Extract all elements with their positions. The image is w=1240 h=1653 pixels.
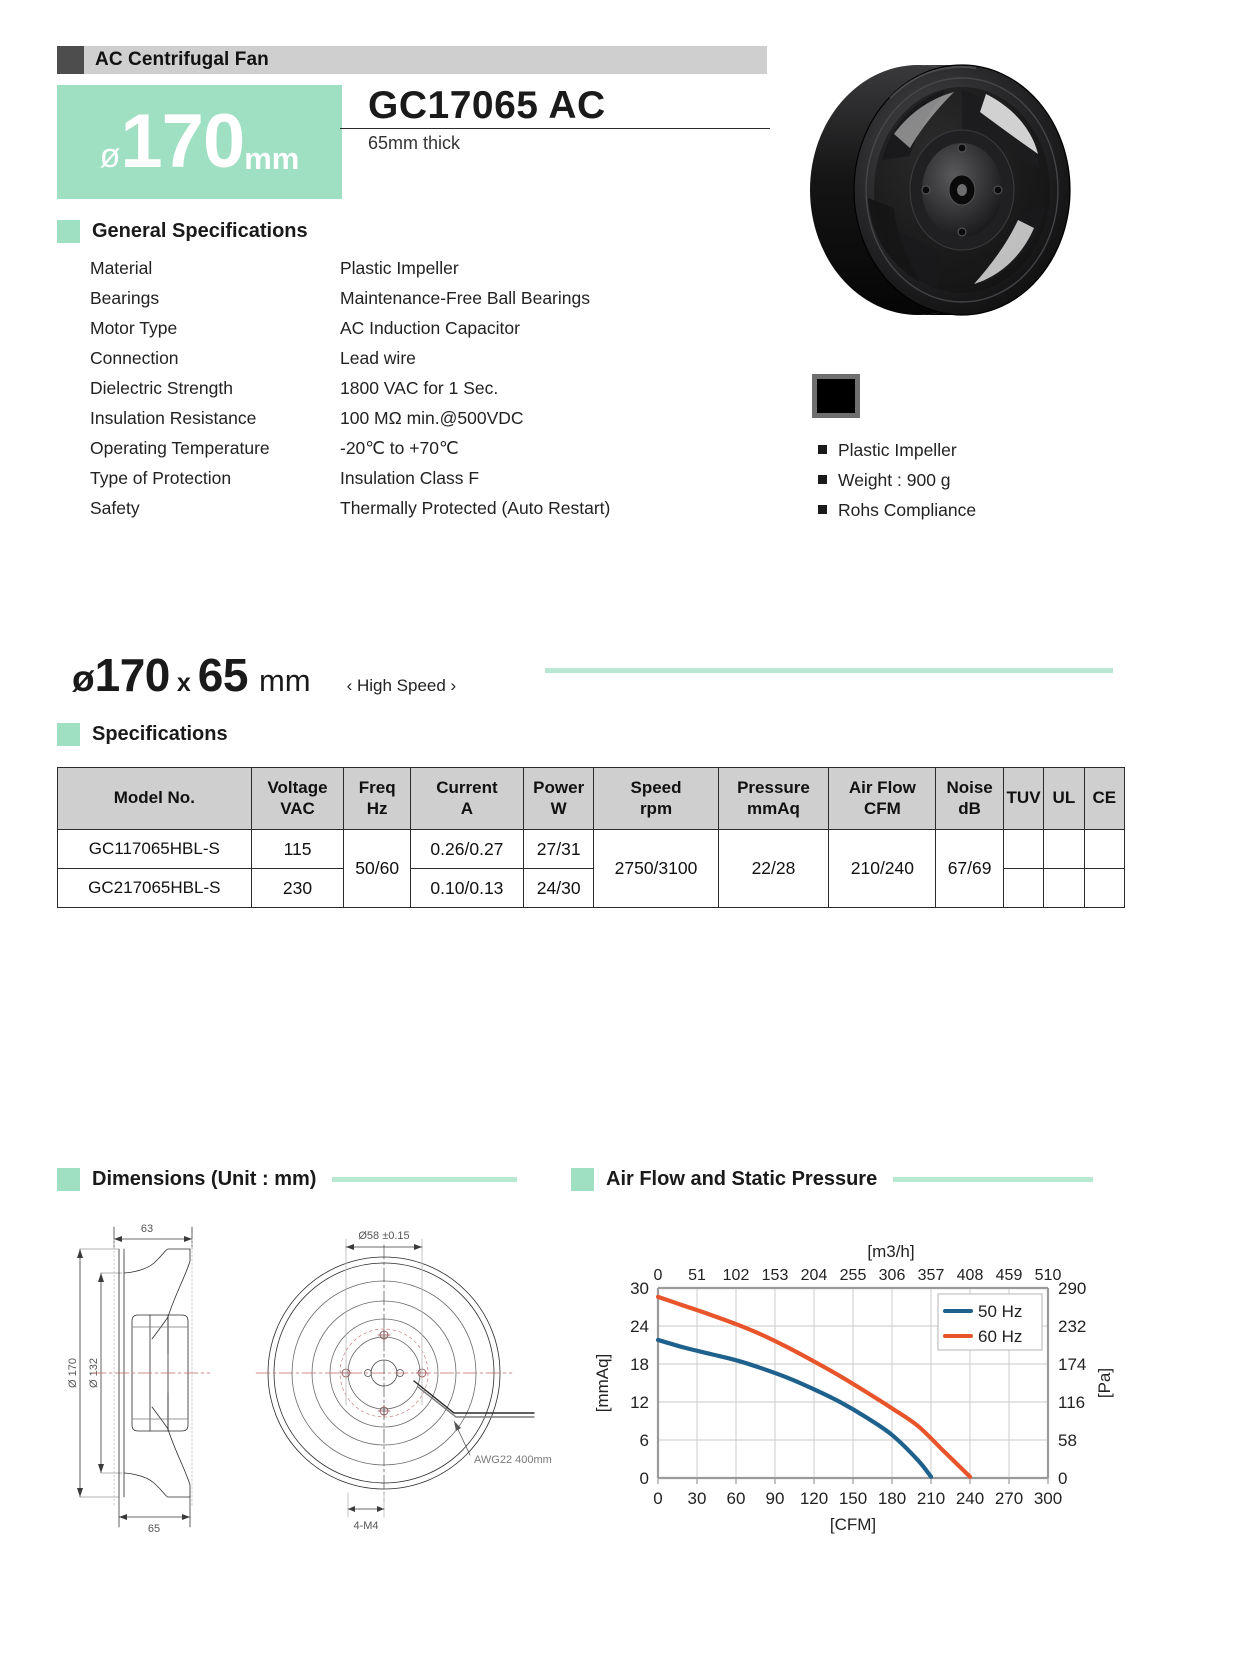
column-unit: W xyxy=(550,798,567,818)
x2-tick-label: 204 xyxy=(800,1267,828,1284)
spec-value: -20℃ to +70℃ xyxy=(340,438,459,458)
column-header-ce xyxy=(1084,768,1124,830)
list-item xyxy=(818,500,976,530)
y-tick-label: 24 xyxy=(630,1317,649,1336)
spec-key: Type of Protection xyxy=(90,468,232,488)
diameter-symbol: ø xyxy=(99,137,121,175)
column-label: Model No. xyxy=(113,788,195,808)
spec-value: AC Induction Capacitor xyxy=(340,318,520,338)
spec-value: Insulation Class F xyxy=(340,468,480,488)
table-header-row xyxy=(58,768,1125,830)
cell-noise: 67/69 xyxy=(936,830,1004,908)
size-note: ‹ High Speed › xyxy=(346,676,457,695)
spec-value: 1800 VAC for 1 Sec. xyxy=(340,378,499,398)
spec-value: Maintenance-Free Ball Bearings xyxy=(340,288,590,308)
x-tick-label: 150 xyxy=(838,1489,868,1508)
y-tick-label: 18 xyxy=(630,1355,649,1374)
x-tick-label: 60 xyxy=(726,1489,746,1508)
size-heading xyxy=(72,648,456,702)
column-label: Noise xyxy=(946,778,993,798)
x-tick-label: 300 xyxy=(1033,1489,1063,1508)
specifications-table xyxy=(57,767,1125,908)
column-unit: Hz xyxy=(366,798,388,818)
model-subtitle: 65mm thick xyxy=(368,133,461,153)
size-thickness: 65 xyxy=(197,649,248,701)
spec-value: Lead wire xyxy=(340,348,416,368)
category-header-bar xyxy=(57,46,767,74)
spec-row xyxy=(90,258,610,288)
cell-speed: 2750/3100 xyxy=(594,830,718,908)
cell-airflow: 210/240 xyxy=(829,830,936,908)
dim-depth-label: 63 xyxy=(140,1223,154,1235)
column-header-tuv xyxy=(1003,768,1043,830)
column-unit: CFM xyxy=(863,798,901,818)
cell-ul xyxy=(1044,869,1084,908)
spec-row xyxy=(90,348,610,378)
table-row xyxy=(58,830,1125,869)
spec-row xyxy=(90,468,610,498)
x-tick-label: 0 xyxy=(653,1489,663,1508)
chart-divider xyxy=(893,1177,1093,1182)
model-divider xyxy=(340,128,770,129)
chart-title: Air Flow and Static Pressure xyxy=(606,1168,878,1190)
dim-outer-dia-label: Ø 170 xyxy=(67,1358,79,1388)
y2-axis-label: [Pa] xyxy=(1095,1367,1114,1399)
y-tick-label: 12 xyxy=(630,1393,649,1412)
column-header-power xyxy=(523,768,594,830)
cell-freq: 50/60 xyxy=(344,830,411,908)
column-label: UL xyxy=(1052,788,1076,808)
x-tick-label: 210 xyxy=(916,1489,946,1508)
x2-tick-label: 51 xyxy=(688,1267,706,1284)
chart-heading xyxy=(571,1168,1093,1191)
spec-row xyxy=(90,498,610,528)
y2-tick-label: 58 xyxy=(1058,1431,1077,1450)
x2-tick-label: 357 xyxy=(917,1267,945,1284)
diameter-value: 170 xyxy=(120,99,245,184)
cell-tuv xyxy=(1003,830,1043,869)
column-label: Power xyxy=(533,778,585,798)
spec-row xyxy=(90,318,610,348)
cell-pressure: 22/28 xyxy=(718,830,829,908)
product-photo xyxy=(790,28,1140,348)
spec-key: Insulation Resistance xyxy=(90,408,257,428)
spec-row xyxy=(90,288,610,318)
dimensions-drawing xyxy=(62,1205,562,1535)
x2-tick-label: 153 xyxy=(761,1267,789,1284)
cell-voltage: 230 xyxy=(251,869,344,908)
y2-tick-label: 232 xyxy=(1058,1317,1087,1336)
spec-row xyxy=(90,408,610,438)
cell-model: GC117065HBL-S xyxy=(58,830,252,869)
specifications-heading xyxy=(57,723,228,746)
legend-label: 50 Hz xyxy=(978,1302,1023,1321)
cell-tuv xyxy=(1003,869,1043,908)
dim-wire-label: AWG22 400mm xyxy=(474,1454,552,1466)
spec-value: Plastic Impeller xyxy=(340,258,459,278)
column-header-ul xyxy=(1044,768,1084,830)
diameter-badge xyxy=(57,85,342,199)
x-tick-label: 120 xyxy=(799,1489,829,1508)
x2-tick-label: 459 xyxy=(995,1267,1023,1284)
column-header-voltage xyxy=(251,768,344,830)
column-unit: VAC xyxy=(280,798,315,818)
y-axis-label: [mmAq] xyxy=(593,1353,612,1413)
column-label: CE xyxy=(1092,788,1117,808)
spec-key: Safety xyxy=(90,498,140,518)
bullet-square-icon xyxy=(818,505,827,514)
size-symbol: ø xyxy=(72,658,95,699)
column-unit: dB xyxy=(958,798,981,818)
y2-tick-label: 0 xyxy=(1058,1469,1068,1488)
x-tick-label: 240 xyxy=(955,1489,985,1508)
column-header-freq xyxy=(344,768,411,830)
column-unit: A xyxy=(460,798,474,818)
x-axis-label: [CFM] xyxy=(829,1515,877,1534)
column-header-model xyxy=(58,768,252,830)
column-header-current xyxy=(410,768,523,830)
diameter-unit: mm xyxy=(244,140,300,176)
spec-row xyxy=(90,378,610,408)
spec-value: Thermally Protected (Auto Restart) xyxy=(340,498,611,518)
dim-bolt-circle-label: Ø58 ±0.15 xyxy=(358,1230,410,1242)
column-label: Pressure xyxy=(737,778,810,798)
x-tick-label: 30 xyxy=(687,1489,707,1508)
spec-key: Bearings xyxy=(90,288,160,308)
section-marker-icon xyxy=(571,1168,594,1191)
column-unit: rpm xyxy=(639,798,673,818)
x2-tick-label: 102 xyxy=(722,1267,750,1284)
specifications-label: Specifications xyxy=(92,723,228,745)
size-divider xyxy=(545,668,1113,673)
dimensions-divider xyxy=(332,1177,517,1182)
bullet-label: Weight : 900 g xyxy=(838,470,951,490)
section-marker-icon xyxy=(57,723,80,746)
dim-inner-dia-label: Ø 132 xyxy=(88,1358,100,1388)
x-tick-label: 90 xyxy=(765,1489,785,1508)
bullet-square-icon xyxy=(818,475,827,484)
dimensions-heading xyxy=(57,1168,517,1191)
size-times: x xyxy=(176,669,191,697)
general-specifications-label: General Specifications xyxy=(92,220,308,242)
size-unit: mm xyxy=(258,663,311,698)
section-marker-icon xyxy=(57,1168,80,1191)
x-tick-label: 270 xyxy=(994,1489,1024,1508)
cell-power: 24/30 xyxy=(523,869,594,908)
dim-thickness-label: 65 xyxy=(147,1523,161,1535)
cell-current: 0.26/0.27 xyxy=(410,830,523,869)
feature-bullet-list xyxy=(818,440,976,530)
x2-tick-label: 0 xyxy=(653,1267,663,1284)
y-tick-label: 0 xyxy=(639,1469,649,1488)
cell-power: 27/31 xyxy=(523,830,594,869)
size-diameter: 170 xyxy=(94,649,170,701)
x2-tick-label: 306 xyxy=(878,1267,906,1284)
section-marker-icon xyxy=(57,220,80,243)
dimensions-label: Dimensions (Unit : mm) xyxy=(92,1168,317,1190)
column-header-noise xyxy=(936,768,1004,830)
list-item xyxy=(818,470,976,500)
column-label: Freq xyxy=(358,778,396,798)
spec-row xyxy=(90,438,610,468)
spec-key: Motor Type xyxy=(90,318,178,338)
column-unit: mmAq xyxy=(747,798,800,818)
cell-ce xyxy=(1084,830,1124,869)
column-label: Voltage xyxy=(267,778,328,798)
column-label: Speed xyxy=(630,778,682,798)
spec-key: Material xyxy=(90,258,153,278)
cell-ce xyxy=(1084,869,1124,908)
y-tick-label: 6 xyxy=(639,1431,649,1450)
spec-key: Dielectric Strength xyxy=(90,378,233,398)
color-chip-fill xyxy=(817,379,855,413)
column-header-speed xyxy=(594,768,718,830)
list-item xyxy=(818,440,976,470)
cell-ul xyxy=(1044,830,1084,869)
spec-value: 100 MΩ min.@500VDC xyxy=(340,408,524,428)
x-tick-label: 180 xyxy=(877,1489,907,1508)
spec-key: Connection xyxy=(90,348,179,368)
bullet-label: Plastic Impeller xyxy=(838,440,957,460)
cell-voltage: 115 xyxy=(251,830,344,869)
legend-label: 60 Hz xyxy=(978,1327,1023,1346)
y2-tick-label: 174 xyxy=(1058,1355,1087,1374)
spec-key: Operating Temperature xyxy=(90,438,270,458)
column-label: TUV xyxy=(1006,788,1041,808)
x2-tick-label: 408 xyxy=(956,1267,984,1284)
column-label: Current xyxy=(436,778,498,798)
performance-chart xyxy=(586,1210,1126,1540)
general-specifications-heading xyxy=(57,220,308,243)
y2-tick-label: 290 xyxy=(1058,1279,1087,1298)
header-swatch-icon xyxy=(57,46,84,74)
model-title: GC17065 AC xyxy=(368,84,606,127)
bullet-label: Rohs Compliance xyxy=(838,500,977,520)
dim-screw-label: 4-M4 xyxy=(353,1520,379,1532)
cell-current: 0.10/0.13 xyxy=(410,869,523,908)
category-title: AC Centrifugal Fan xyxy=(95,49,269,70)
y2-tick-label: 116 xyxy=(1058,1393,1086,1412)
x2-tick-label: 510 xyxy=(1034,1267,1062,1284)
x2-axis-label: [m3/h] xyxy=(867,1242,915,1261)
x2-tick-label: 255 xyxy=(839,1267,867,1284)
column-header-pressure xyxy=(718,768,829,830)
color-chip xyxy=(812,374,860,418)
y-tick-label: 30 xyxy=(630,1279,649,1298)
column-header-airflow xyxy=(829,768,936,830)
column-label: Air Flow xyxy=(848,778,916,798)
bullet-square-icon xyxy=(818,445,827,454)
general-specifications-list xyxy=(90,258,610,528)
cell-model: GC217065HBL-S xyxy=(58,869,252,908)
